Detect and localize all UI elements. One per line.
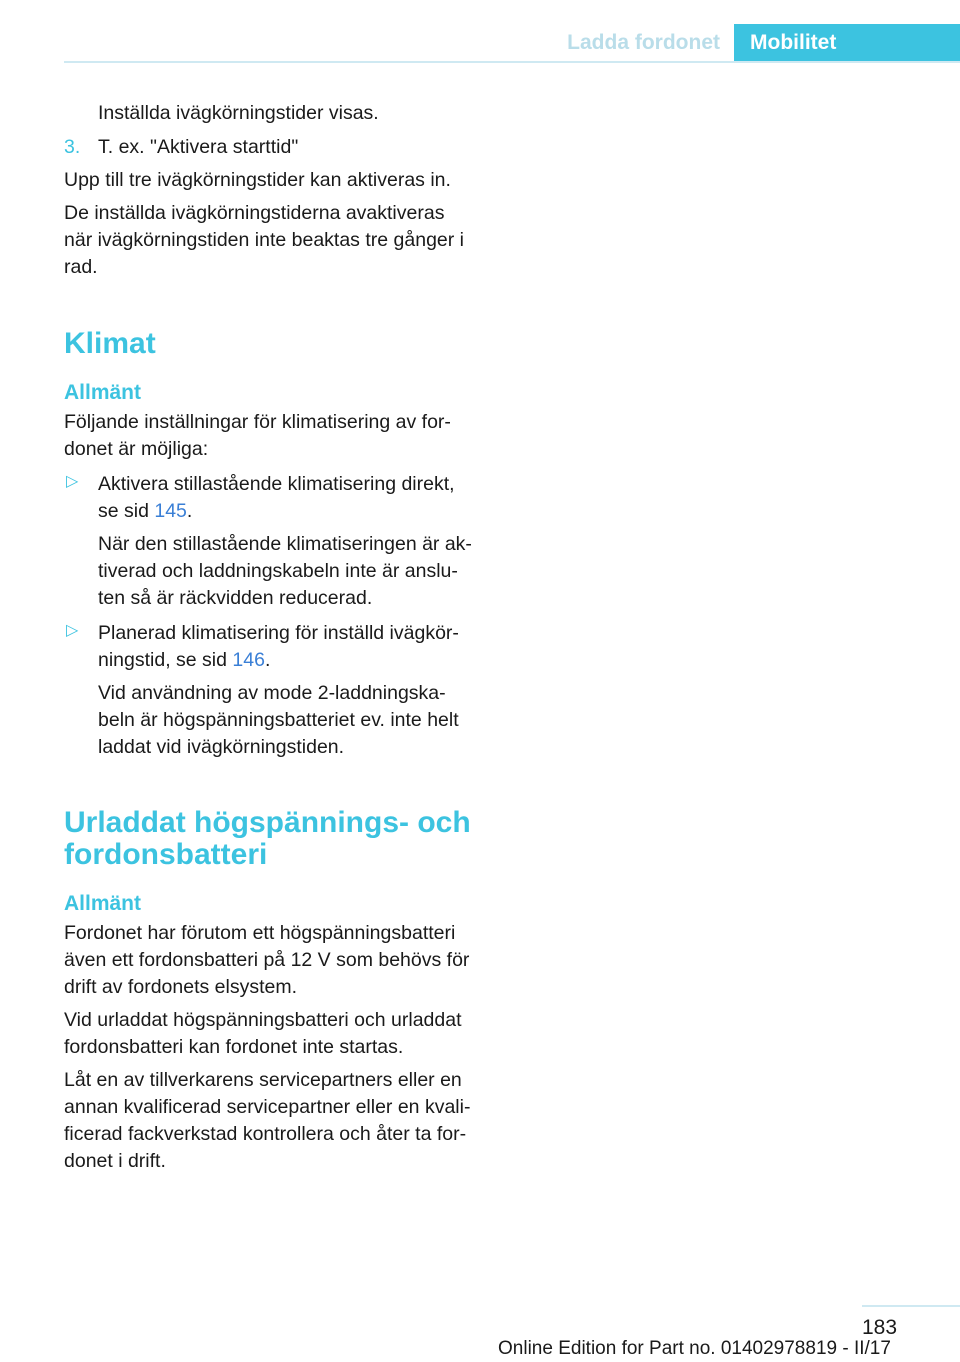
bullet-2-prefix: ningstid, se sid xyxy=(98,649,233,671)
footer-divider xyxy=(862,1305,960,1307)
bullet-triangle-icon: ▷ xyxy=(66,473,79,490)
heading-line-2: fordonsbatteri xyxy=(64,838,268,871)
step-3 xyxy=(64,134,484,161)
bullet-1-prefix: se sid xyxy=(98,500,155,522)
bullet-2-note-line-3: laddat vid ivägkörningstiden. xyxy=(98,736,345,758)
edition-footer: Online Edition for Part no. 01402978819 - II/17 xyxy=(498,1338,891,1359)
paragraph-2-line-3: rad. xyxy=(64,256,98,278)
paragraph-2 xyxy=(64,200,484,281)
heading-urladdat-batteri xyxy=(64,807,484,871)
bullet-2-line-1: Planerad klimatisering för inställd ivägkör‐ xyxy=(98,622,459,644)
page-number: 183 xyxy=(862,1316,898,1339)
bullet-2-text xyxy=(98,620,484,674)
bullet-item-1 xyxy=(64,471,484,612)
battery-p2-line-2: fordonsbatteri kan fordonet inte startas. xyxy=(64,1036,404,1058)
bullet-2-note-line-1: Vid användning av mode 2-laddningska‐ xyxy=(98,682,446,704)
bullet-1-note xyxy=(98,531,484,612)
paragraph-2-line-2: när ivägkörningstiden inte beaktas tre gånger i xyxy=(64,229,464,251)
chapter-tab[interactable]: Mobilitet xyxy=(734,24,960,61)
battery-paragraph-2 xyxy=(64,1007,484,1061)
paragraph-1: Upp till tre ivägkörningstider kan aktiveras in. xyxy=(64,169,451,191)
bullet-1-note-line-1: När den stillastående klimatiseringen är ak‐ xyxy=(98,533,472,555)
bullet-1-suffix: . xyxy=(186,500,193,522)
bullet-1-text xyxy=(98,471,484,525)
battery-p1-line-3: drift av fordonets elsystem. xyxy=(64,976,298,998)
klimat-intro xyxy=(64,409,484,463)
header-divider xyxy=(64,61,960,63)
bullet-1-note-line-2: tiverad och laddningskabeln inte är anslu‐ xyxy=(98,560,458,582)
heading-line-1: Urladdat högspännings- och xyxy=(64,806,471,839)
klimat-intro-line-2: donet är möjliga: xyxy=(64,438,209,460)
bullet-triangle-icon: ▷ xyxy=(66,622,79,639)
bullet-2-note-line-2: beln är högspänningsbatteriet ev. inte helt xyxy=(98,709,459,731)
battery-p3-line-3: ficerad fackverkstad kontrollera och åter ta for‐ xyxy=(64,1123,467,1145)
bullet-1-line-1: Aktivera stillastående klimatisering direkt, xyxy=(98,473,455,495)
bullet-2-suffix: . xyxy=(264,649,271,671)
battery-p3-line-4: donet i drift. xyxy=(64,1150,166,1172)
battery-paragraph-3 xyxy=(64,1067,484,1175)
intro-line: Inställda ivägkörningstider visas. xyxy=(98,102,379,124)
battery-p3-line-1: Låt en av tillverkarens servicepartners eller en xyxy=(64,1069,462,1091)
klimat-intro-line-1: Följande inställningar för klimatisering av for‐ xyxy=(64,411,451,433)
subheading-battery-allmant: Allmänt xyxy=(64,892,142,915)
paragraph-2-line-1: De inställda ivägkörningstiderna avaktiveras xyxy=(64,202,445,224)
step-number: 3. xyxy=(64,136,81,158)
battery-p3-line-2: annan kvalificerad servicepartner eller en kvali‐ xyxy=(64,1096,471,1118)
section-tab[interactable]: Ladda fordonet xyxy=(567,31,720,54)
step-text: T. ex. "Aktivera starttid" xyxy=(98,136,299,158)
heading-klimat: Klimat xyxy=(64,327,156,360)
page-content xyxy=(64,100,484,1175)
bullet-2-note xyxy=(98,680,484,761)
battery-p1-line-1: Fordonet har förutom ett högspänningsbatteri xyxy=(64,922,456,944)
page-link-146[interactable]: 146 xyxy=(232,649,265,671)
battery-paragraph-1 xyxy=(64,920,484,1001)
bullet-1-note-line-3: ten så är räckvidden reducerad. xyxy=(98,587,373,609)
subheading-klimat-allmant: Allmänt xyxy=(64,381,142,404)
page-link-145[interactable]: 145 xyxy=(154,500,187,522)
battery-p1-line-2: även ett fordonsbatteri på 12 V som behövs för xyxy=(64,949,470,971)
battery-p2-line-1: Vid urladdat högspänningsbatteri och urladdat xyxy=(64,1009,462,1031)
bullet-item-2 xyxy=(64,620,484,761)
